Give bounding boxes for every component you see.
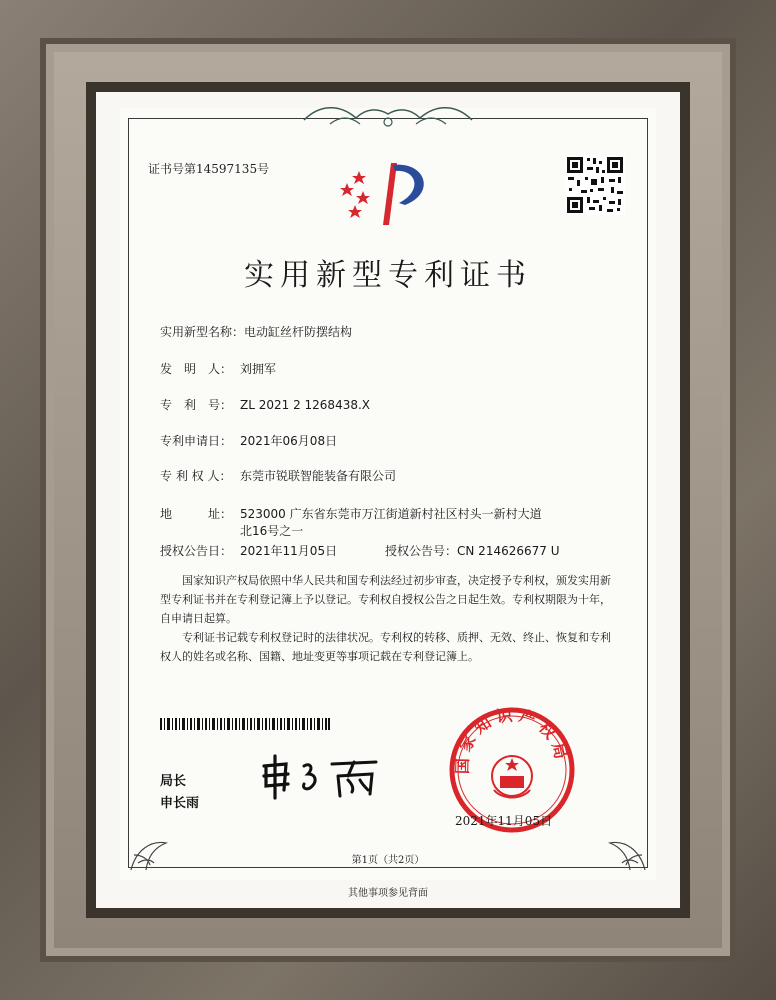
- field-label: 授权公告日：: [160, 544, 233, 558]
- field-value: 2021年11月05日: [240, 544, 338, 558]
- field-label: 授权公告号：: [385, 544, 458, 558]
- page-indicator: 第1页（共2页）: [351, 855, 425, 866]
- field-value: 电动缸丝杆防摆结构: [244, 325, 353, 339]
- field-value: 523000 广东省东莞市万江街道新村社区村头一新村大道: [240, 507, 542, 521]
- field-address-line2: 北16号之一: [240, 524, 304, 538]
- field-address: [160, 505, 542, 522]
- field-patent-number: [160, 396, 370, 413]
- field-grant-number: [385, 542, 560, 559]
- seal-text: 国家知识产权局: [452, 706, 572, 775]
- cnipa-logo-icon: [325, 155, 445, 235]
- corner-ornament-icon: [126, 815, 186, 875]
- field-label: 专 利 权 人：: [160, 469, 232, 483]
- director-title: 局长: [160, 774, 187, 789]
- certificate-number: 证书号第14597135号: [148, 162, 270, 176]
- field-filing-date: [160, 432, 337, 449]
- field-patentee: [160, 467, 396, 484]
- field-label: 地 址：: [160, 507, 233, 521]
- legal-paragraph-1: 国家知识产权局依照中华人民共和国专利法经过初步审查，决定授予专利权，颁发实用新型专利证书并在专利登记簿上予以登记。专利权自授权公告之日起生效。专利权期限为十年，自申请日起算。: [160, 574, 611, 625]
- field-value: ZL 2021 2 1268438.X: [240, 398, 371, 412]
- director-name: 申长雨: [160, 796, 200, 811]
- footer-note: 其他事项参见背面: [348, 888, 428, 899]
- field-value: 刘拥军: [240, 362, 277, 376]
- qr-code-icon: [565, 155, 625, 215]
- field-label: 实用新型名称：: [160, 325, 245, 339]
- field-value: 2021年06月08日: [240, 434, 338, 448]
- corner-ornament-icon: [590, 815, 650, 875]
- field-value: 东莞市锐联智能装备有限公司: [240, 469, 397, 483]
- field-label: 专 利 号：: [160, 398, 233, 412]
- field-label: 发 明 人：: [160, 362, 233, 376]
- certificate-title: 实用新型专利证书: [244, 258, 532, 293]
- top-ornament-icon: [300, 100, 476, 134]
- seal-date: 2021年11月05日: [455, 814, 553, 828]
- signature-icon: [258, 752, 388, 802]
- field-inventor: [160, 360, 276, 377]
- legal-paragraph-2: 专利证书记载专利权登记时的法律状况。专利权的转移、质押、无效、终止、恢复和专利权人的姓名或名称、国籍、地址变更等事项记载在专利登记簿上。: [160, 631, 611, 663]
- field-label: 专利申请日：: [160, 434, 233, 448]
- barcode-icon: [160, 718, 330, 730]
- field-utility-model-name: [160, 323, 352, 340]
- field-value: CN 214626677 U: [457, 544, 560, 558]
- field-grant-date: [160, 542, 337, 559]
